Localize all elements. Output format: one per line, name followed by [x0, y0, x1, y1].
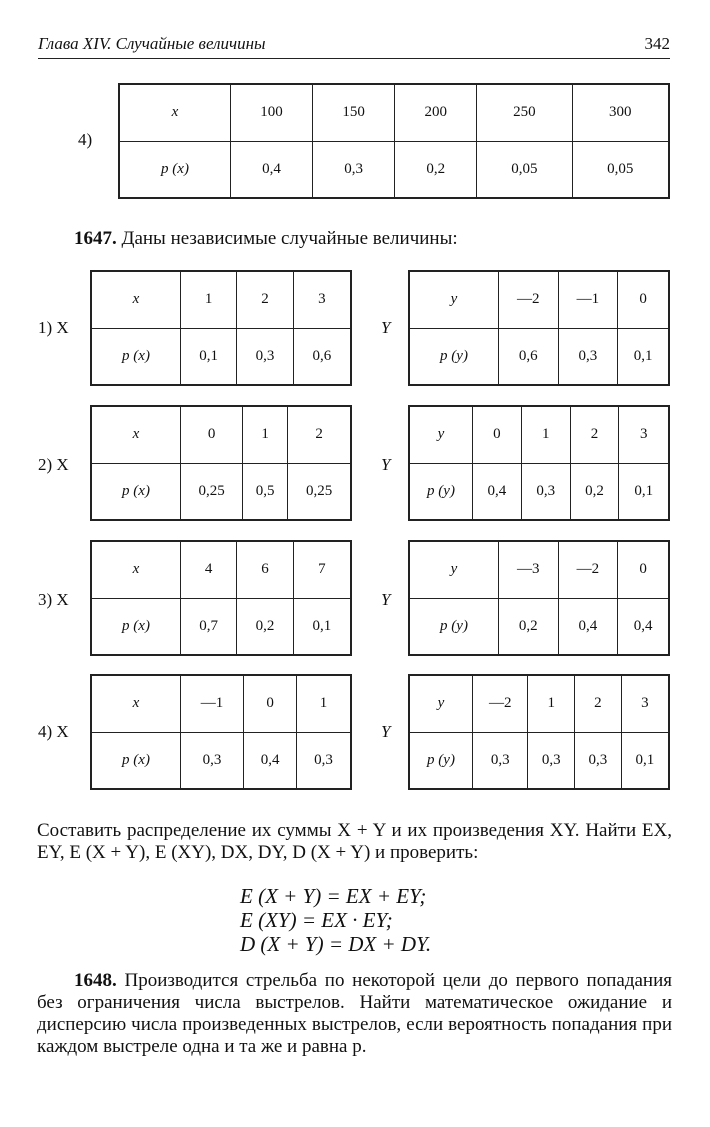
table-cell: —2	[499, 271, 559, 328]
table-cell: 0,25	[305, 482, 333, 499]
table-cell: 2	[575, 675, 622, 732]
pair-4-x-table	[90, 674, 352, 790]
table-cell: y	[409, 271, 499, 328]
table-cell: 1	[181, 271, 237, 328]
table-cell: 0,05	[607, 160, 634, 177]
table-cell: 0	[181, 406, 243, 463]
pair-1-y-table	[408, 270, 670, 386]
table-cell: y	[409, 541, 499, 598]
pair-2-y-label: Y	[381, 455, 391, 474]
pair-2-x-label: 2) X	[38, 455, 69, 474]
table-cell: 0,3	[313, 141, 395, 198]
table-cell: —1	[181, 675, 244, 732]
table-cell: —1	[558, 271, 618, 328]
pair-1-x-table	[90, 270, 352, 386]
table-cell: 1	[243, 406, 288, 463]
table-cell: 0,3	[575, 732, 622, 789]
table-cell: 1	[521, 406, 570, 463]
formula-line: D (X + Y) = DX + DY.	[240, 932, 432, 956]
table-cell: x	[91, 541, 181, 598]
table-cell: y	[409, 675, 473, 732]
table-cell: 0,6	[499, 328, 559, 385]
top-table-label: 4)	[78, 130, 93, 149]
table-cell: 0	[473, 406, 522, 463]
table-cell: 0,7	[181, 598, 237, 655]
table-cell: 0,4	[473, 463, 522, 520]
problem-1647-heading	[74, 228, 458, 250]
table-cell: —2	[558, 541, 618, 598]
table-cell: 200	[395, 84, 477, 141]
table-cell: 2	[570, 406, 619, 463]
pair-4-y-label: Y	[381, 722, 391, 741]
table-cell: 0,4	[244, 732, 297, 789]
table-cell: 0,4	[231, 141, 313, 198]
pair-3-x-label: 3) X	[38, 590, 69, 609]
table-cell: 250	[477, 84, 572, 141]
table-cell: p (x)	[119, 141, 231, 198]
table-cell: x	[91, 271, 181, 328]
table-cell: 3	[293, 271, 351, 328]
table-cell: 0,3	[558, 328, 618, 385]
table-cell: 0,5	[243, 463, 288, 520]
top-distribution-table	[118, 83, 670, 199]
table-cell: 0,1	[312, 617, 332, 634]
pair-2-y-table	[408, 405, 670, 521]
table-cell: 0,2	[395, 141, 477, 198]
table-cell: 300	[572, 84, 669, 141]
table-cell: 4	[181, 541, 237, 598]
table-cell: —2	[473, 675, 528, 732]
table-cell: 0	[618, 271, 669, 328]
table-cell: p (x)	[91, 732, 181, 789]
table-cell: 0,6	[312, 347, 332, 364]
table-cell: 6	[237, 541, 293, 598]
table-cell: 0,25	[181, 463, 243, 520]
task-paragraph: Составить распределение их суммы X + Y и их произведения XY. Найти EX, EY, E (X + Y), E (XY), DX, DY, D (X + Y) и проверить:	[37, 820, 672, 863]
table-cell: x	[91, 675, 181, 732]
table-cell: p (y)	[409, 463, 473, 520]
table-cell: 0,2	[499, 598, 559, 655]
pair-3-y-label: Y	[381, 590, 391, 609]
pair-3-x-table	[90, 540, 352, 656]
table-cell: 7	[293, 541, 351, 598]
table-cell: x	[91, 406, 181, 463]
table-cell: x	[119, 84, 231, 141]
table-cell: 3	[619, 406, 669, 463]
pair-1-y-label: Y	[381, 318, 391, 337]
table-cell: 3	[621, 675, 669, 732]
formula-line: E (X + Y) = EX + EY;	[240, 884, 427, 908]
formula-line: E (XY) = EX · EY;	[240, 908, 393, 932]
pair-4-y-table	[408, 674, 670, 790]
table-cell: 2	[288, 406, 351, 463]
table-cell: 2	[237, 271, 293, 328]
table-cell: p (x)	[91, 328, 181, 385]
table-cell: 0,1	[181, 328, 237, 385]
page-number: 342	[644, 34, 670, 53]
pair-3-y-table	[408, 540, 670, 656]
table-cell: 0,1	[635, 751, 655, 768]
table-cell: y	[409, 406, 473, 463]
table-cell: 100	[231, 84, 313, 141]
table-cell: 150	[313, 84, 395, 141]
table-cell: 0,4	[558, 598, 618, 655]
table-cell: 0	[244, 675, 297, 732]
pair-4-x-label: 4) X	[38, 722, 69, 741]
table-cell: 0,2	[237, 598, 293, 655]
table-cell: 0,1	[634, 482, 654, 499]
table-cell: 0,4	[633, 617, 653, 634]
table-cell: 0,3	[473, 732, 528, 789]
problem-1648-paragraph	[37, 970, 672, 1058]
problem-text: Производится стрельба по некоторой цели до первого попадания без ограничения числа выстрелов. Найти математическое ожидание и дисперсию числа произведенных выстрелов, если вероятность попадания при каждом выстреле одна и та же и равна p.	[37, 970, 672, 1057]
table-cell: p (y)	[409, 328, 499, 385]
chapter-title: Глава XIV. Случайные величины	[38, 34, 266, 53]
problem-number: 1647.	[74, 228, 117, 249]
table-cell: 0,2	[570, 463, 619, 520]
table-cell: p (x)	[91, 598, 181, 655]
problem-text: Даны независимые случайные величины:	[121, 228, 458, 249]
table-cell: 0,05	[477, 141, 572, 198]
table-cell: 1	[297, 675, 351, 732]
table-cell: p (y)	[409, 598, 499, 655]
table-cell: 0,3	[521, 463, 570, 520]
pair-2-x-table	[90, 405, 352, 521]
table-cell: p (x)	[91, 463, 181, 520]
table-cell: 0,1	[633, 347, 653, 364]
table-cell: 0,3	[181, 732, 244, 789]
page-header	[38, 32, 670, 59]
table-cell: p (y)	[409, 732, 473, 789]
pair-1-x-label: 1) X	[38, 318, 69, 337]
table-cell: 0,3	[237, 328, 293, 385]
table-cell: 0,3	[528, 732, 575, 789]
table-cell: —3	[499, 541, 559, 598]
table-cell: 0	[618, 541, 669, 598]
formula-block	[240, 884, 431, 956]
table-cell: 0,3	[314, 751, 333, 768]
problem-number: 1648.	[74, 970, 117, 991]
table-cell: 1	[528, 675, 575, 732]
